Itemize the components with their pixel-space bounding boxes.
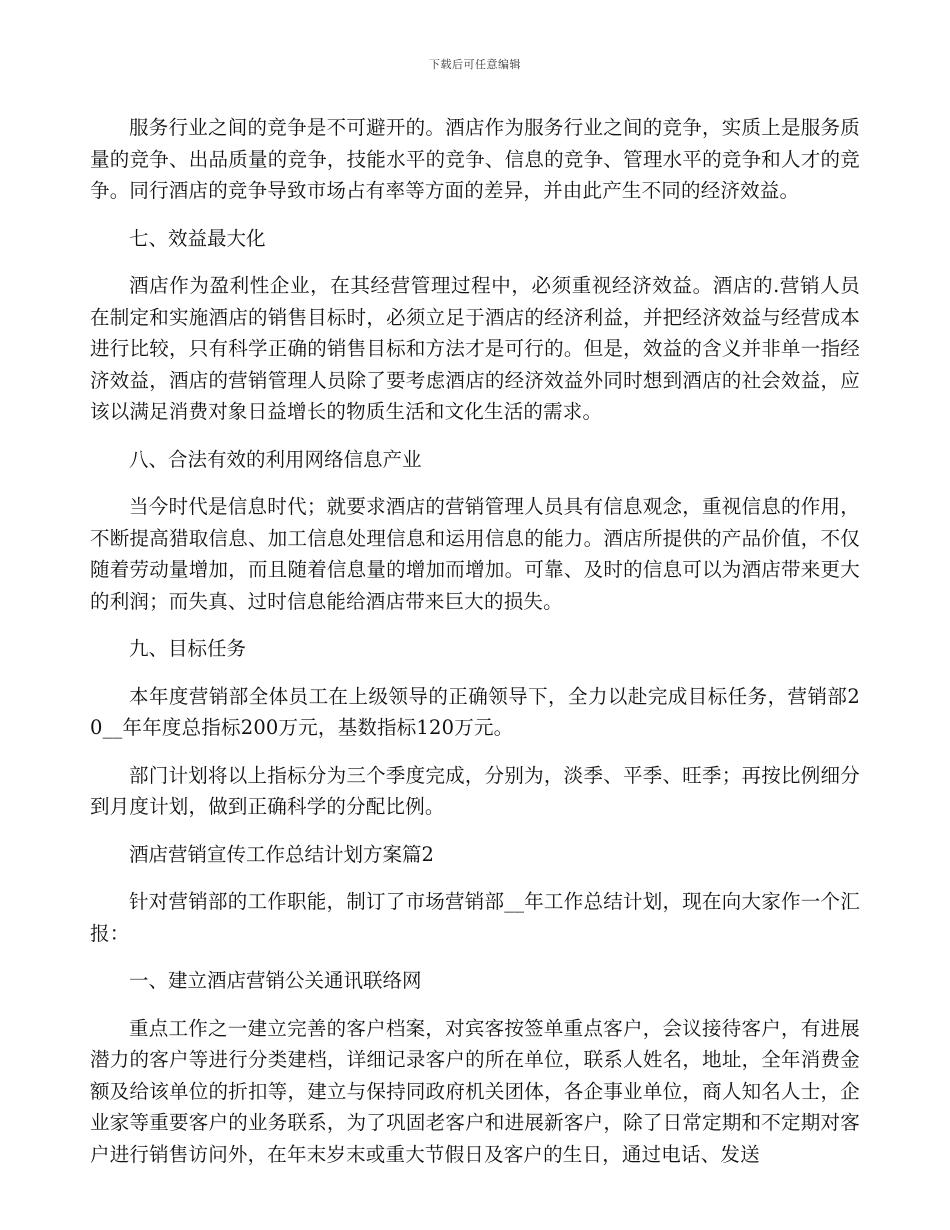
page-header-note: 下载后可任意编辑 xyxy=(429,58,521,71)
section-heading-1: 一、建立酒店营销公关通讯联络网 xyxy=(129,969,422,992)
paragraph-information: 当今时代是信息时代；就要求酒店的营销管理人员具有信息观念，重视信息的作用，不断提高猎取信息、加工信息处理信息和运用信息的能力。酒店所提供的产品价值，不仅随着劳动量增加，而且随着信息量的增加而增加。可靠、及时的信息可以为酒店带来更大的利润；而失真、过时信息能给酒店带来巨大的损失。 xyxy=(90,495,860,613)
paragraph-annual-target: 本年度营销部全体员工在上级领导的正确领导下，全力以赴完成目标任务，营销部20__年年度总指标200万元，基数指标120万元。 xyxy=(90,684,860,739)
paragraph-intro: 针对营销部的工作职能，制订了市场营销部__年工作总结计划，现在向大家作一个汇报： xyxy=(90,890,860,945)
paragraph-benefit: 酒店作为盈利性企业，在其经营管理过程中，必须重视经济效益。酒店的.营销人员在制定和实施酒店的销售目标时，必须立足于酒店的经济利益，并把经济效益与经营成本进行比较，只有科学正确的销售目标和方法才是可行的。但是，效益的含义并非单一指经济效益，酒店的营销管理人员除了要考虑酒店的经济效益外同时想到酒店的社会效益，应该以满足消费对象日益增长的物质生活和文化生活的需求。 xyxy=(90,274,860,423)
document-body xyxy=(90,112,860,1186)
paragraph-customer-archive: 重点工作之一建立完善的客户档案，对宾客按签单重点客户，会议接待客户，有进展潜力的客户等进行分类建档，详细记录客户的所在单位，联系人姓名，地址，全年消费金额及给该单位的折扣等，建立与保持同政府机关团体，各企事业单位，商人知名人士，企业家等重要客户的业务联系，为了巩固老客户和进展新客户，除了日常定期和不定期对客户进行销售访问外，在年末岁末或重大节假日及客户的生日，通过电话、发送 xyxy=(90,1016,860,1166)
section-heading-8: 八、合法有效的利用网络信息产业 xyxy=(129,447,422,471)
paragraph-quarter-plan: 部门计划将以上指标分为三个季度完成，分别为，淡季、平季、旺季；再按比例细分到月度计划，做到正确科学的分配比例。 xyxy=(90,763,860,818)
article-title-2: 酒店营销宣传工作总结计划方案篇2 xyxy=(129,842,434,866)
section-heading-9: 九、目标任务 xyxy=(129,637,247,660)
section-heading-7: 七、效益最大化 xyxy=(129,226,266,250)
paragraph-competition: 服务行业之间的竞争是不可避开的。酒店作为服务行业之间的竞争，实质上是服务质量的竞争、出品质量的竞争，技能水平的竞争、信息的竞争、管理水平的竞争和人才的竞争。同行酒店的竞争导致市场占有率等方面的差异，并由此产生不同的经济效益。 xyxy=(90,116,860,202)
